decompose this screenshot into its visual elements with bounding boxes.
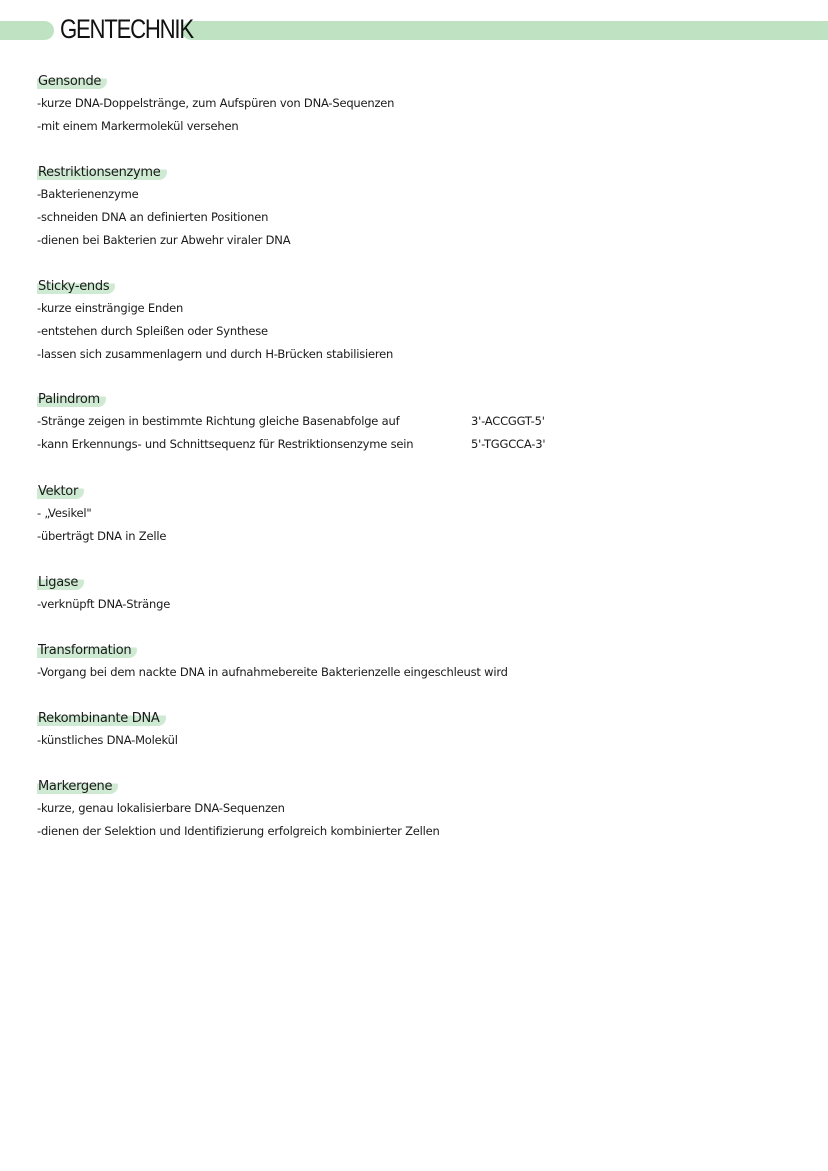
note-text: -mit einem Markermolekül versehen — [37, 119, 239, 133]
note-text: -kann Erkennungs- und Schnittsequenz für Restriktionsenzyme sein — [37, 437, 414, 451]
section-gensonde — [37, 70, 394, 141]
section-vektor — [37, 480, 166, 551]
note-text: -schneiden DNA an definierten Positionen — [37, 210, 269, 224]
page-title: GENTECHNIK — [60, 14, 193, 44]
note-text: -Bakterienenzyme — [37, 187, 139, 201]
note-text: -lassen sich zusammenlagern und durch H-Brücken stabilisieren — [37, 347, 394, 361]
note-line — [37, 436, 546, 459]
section-heading: Sticky-ends — [37, 278, 115, 294]
section-rekombinante-dna — [37, 707, 178, 755]
note-text: -kurze DNA-Doppelstränge, zum Aufspüren von DNA-Sequenzen — [37, 96, 395, 110]
section-heading: Restriktionsenzyme — [37, 164, 167, 180]
note-text: -Vorgang bei dem nackte DNA in aufnahmebereite Bakterienzelle eingeschleust wird — [37, 665, 508, 679]
note-line — [37, 823, 440, 846]
note-line — [37, 186, 290, 209]
section-heading: Vektor — [37, 483, 84, 499]
note-line — [37, 800, 440, 823]
note-text: -kurze, genau lokalisierbare DNA-Sequenzen — [37, 801, 285, 815]
title-bar-right — [182, 21, 828, 40]
section-heading: Gensonde — [37, 73, 107, 89]
note-line — [37, 300, 393, 323]
note-text: -Stränge zeigen in bestimmte Richtung gleiche Basenabfolge auf — [37, 414, 400, 428]
note-line — [37, 209, 290, 232]
note-text: -überträgt DNA in Zelle — [37, 529, 167, 543]
section-restriktionsenzyme — [37, 161, 290, 255]
note-text: -entstehen durch Spleißen oder Synthese — [37, 324, 268, 338]
section-ligase — [37, 571, 170, 619]
note-line — [37, 596, 170, 619]
note-line — [37, 413, 545, 436]
note-line — [37, 118, 394, 141]
section-sticky-ends — [37, 275, 393, 369]
dna-sequence: 3'-ACCGGT-5' — [471, 414, 545, 428]
section-heading: Rekombinante DNA — [37, 710, 166, 726]
note-text: - „Vesikel" — [37, 506, 92, 520]
title-bar-left — [0, 21, 54, 40]
note-text: -dienen der Selektion und Identifizierung erfolgreich kombinierter Zellen — [37, 824, 440, 838]
note-text: -künstliches DNA-Molekül — [37, 733, 178, 747]
note-line — [37, 505, 166, 528]
note-line — [37, 232, 290, 255]
note-line — [37, 528, 166, 551]
note-line — [37, 323, 393, 346]
section-heading: Transformation — [37, 642, 137, 658]
note-line — [37, 664, 508, 687]
note-line — [37, 346, 393, 369]
section-markergene — [37, 775, 440, 846]
section-heading: Palindrom — [37, 391, 106, 407]
dna-sequence: 5'-TGGCCA-3' — [471, 437, 546, 451]
note-text: -dienen bei Bakterien zur Abwehr viraler DNA — [37, 233, 291, 247]
section-heading: Markergene — [37, 778, 118, 794]
section-heading: Ligase — [37, 574, 84, 590]
note-line — [37, 95, 394, 118]
note-text: -kurze einsträngige Enden — [37, 301, 184, 315]
note-line — [37, 732, 178, 755]
note-text: -verknüpft DNA-Stränge — [37, 597, 171, 611]
section-transformation — [37, 639, 508, 687]
section-palindrom — [37, 388, 546, 459]
